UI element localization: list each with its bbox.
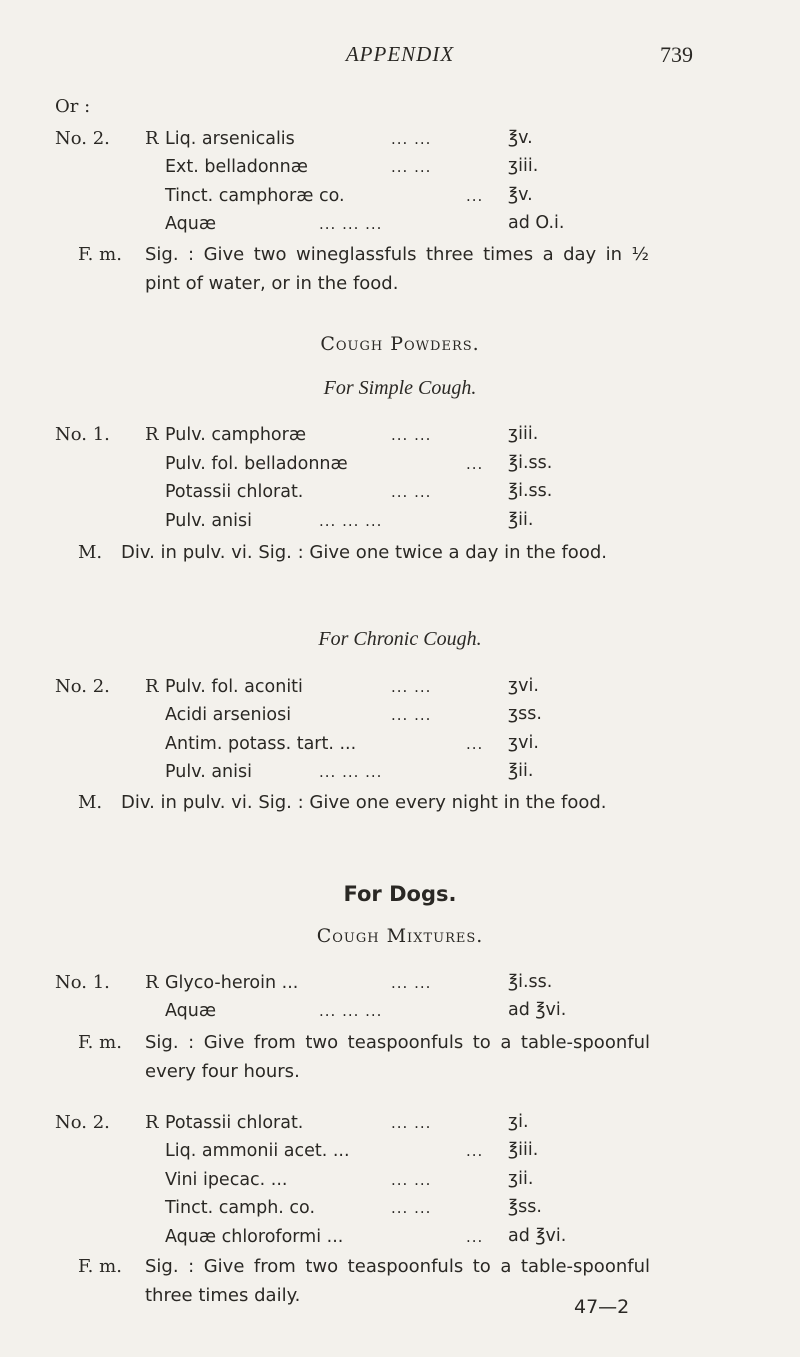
ingredient-name: Vini ipecac. ... <box>165 1170 288 1190</box>
leader-dots: ... <box>466 735 484 753</box>
ingredient-qty: ℥ii. <box>508 510 534 530</box>
signature-mark: 47—2 <box>574 1296 630 1318</box>
ingredient-qty: ad ℥vi. <box>508 1226 567 1246</box>
ingredient-name: Pulv. anisi <box>165 511 252 531</box>
leader-dots: ... <box>466 187 484 205</box>
heading-cough-mixtures: Cough Mixtures. <box>316 925 484 947</box>
recipe-label: No. 1. <box>55 424 110 445</box>
directions-text: Div. in pulv. vi. Sig. : Give one every night in the food. <box>121 792 607 813</box>
heading-for-dogs: For Dogs. <box>343 882 457 906</box>
ingredient-qty: ʒvi. <box>508 733 539 753</box>
ingredient-name: Acidi arseniosi <box>165 705 292 725</box>
ingredient-name: Pulv. fol. aconiti <box>165 677 303 697</box>
ingredient-qty: ℥v. <box>508 185 533 205</box>
intro-or: Or : <box>55 96 91 117</box>
directions-text: Sig. : Give from two teaspoonfuls to a table-spoonful three times daily. <box>145 1256 650 1306</box>
directions-text: Sig. : Give from two teaspoonfuls to a table-spoonful every four hours. <box>145 1032 650 1082</box>
ingredient-qty: ℥i.ss. <box>508 481 553 501</box>
recipe-symbol: R <box>145 1112 159 1133</box>
recipe-label: No. 2. <box>55 128 110 149</box>
recipe-label: No. 2. <box>55 1112 110 1133</box>
ingredient-name: Aquæ chloroformi ... <box>165 1227 344 1247</box>
leader-dots: ... ... ... <box>319 1002 383 1020</box>
recipe-label: No. 1. <box>55 972 110 993</box>
ingredient-name: Pulv. camphoræ <box>165 425 306 445</box>
ingredient-name: Potassii chlorat. <box>165 1113 304 1133</box>
directions-label: F. m. <box>78 1032 122 1053</box>
page-header <box>0 42 800 72</box>
page-number: 739 <box>660 42 693 67</box>
leader-dots: ... <box>466 1228 484 1246</box>
directions-text: Div. in pulv. vi. Sig. : Give one twice a day in the food. <box>121 542 607 563</box>
ingredient-qty: ʒss. <box>508 704 542 724</box>
leader-dots: ... ... <box>391 426 432 444</box>
ingredient-qty: ad O.i. <box>508 213 565 233</box>
ingredient-name: Aquæ <box>165 214 217 234</box>
ingredient-qty: ℥ss. <box>508 1197 542 1217</box>
ingredient-name: Potassii chlorat. <box>165 482 304 502</box>
ingredient-name: Liq. arsenicalis <box>165 129 295 149</box>
directions-label: F. m. <box>78 244 122 265</box>
ingredient-qty: ʒvi. <box>508 676 539 696</box>
running-title: APPENDIX <box>345 42 455 66</box>
ingredient-qty: ʒiii. <box>508 156 539 176</box>
ingredient-qty: ℥i.ss. <box>508 972 553 992</box>
leader-dots: ... ... ... <box>319 512 383 530</box>
ingredient-qty: ʒi. <box>508 1112 529 1132</box>
leader-dots: ... ... <box>391 678 432 696</box>
ingredient-name: Tinct. camph. co. <box>165 1198 316 1218</box>
ingredient-qty: ʒiii. <box>508 424 539 444</box>
directions-label: F. m. <box>78 1256 122 1277</box>
recipe-symbol: R <box>145 972 159 993</box>
ingredient-qty: ℥v. <box>508 128 533 148</box>
ingredient-name: Pulv. anisi <box>165 762 252 782</box>
ingredient-name: Antim. potass. tart. ... <box>165 734 357 754</box>
subheading-simple-cough: For Simple Cough. <box>323 377 477 399</box>
ingredient-name: Tinct. camphoræ co. <box>165 186 345 206</box>
ingredient-qty: ℥ii. <box>508 761 534 781</box>
ingredient-name: Glyco-heroin ... <box>165 973 299 993</box>
leader-dots: ... ... <box>391 1171 432 1189</box>
ingredient-name: Liq. ammonii acet. ... <box>165 1141 350 1161</box>
recipe-symbol: R <box>145 676 159 697</box>
ingredient-qty: ℥iii. <box>508 1140 539 1160</box>
leader-dots: ... ... <box>391 158 432 176</box>
directions-label: M. <box>78 792 103 813</box>
subheading-chronic-cough: For Chronic Cough. <box>318 628 482 650</box>
leader-dots: ... ... ... <box>319 215 383 233</box>
heading-cough-powders: Cough Powders. <box>320 333 480 355</box>
leader-dots: ... ... <box>391 974 432 992</box>
leader-dots: ... <box>466 1142 484 1160</box>
ingredient-qty: ℥i.ss. <box>508 453 553 473</box>
leader-dots: ... <box>466 455 484 473</box>
leader-dots: ... ... <box>391 1114 432 1132</box>
directions-text: Sig. : Give two wineglassfuls three times a day in ½ pint of water, or in the food. <box>145 244 649 294</box>
directions-label: M. <box>78 542 103 563</box>
ingredient-qty: ad ℥vi. <box>508 1000 567 1020</box>
leader-dots: ... ... <box>391 130 432 148</box>
recipe-symbol: R <box>145 424 159 445</box>
leader-dots: ... ... <box>391 483 432 501</box>
ingredient-qty: ʒii. <box>508 1169 534 1189</box>
recipe-symbol: R <box>145 128 159 149</box>
ingredient-name: Ext. belladonnæ <box>165 157 308 177</box>
recipe-label: No. 2. <box>55 676 110 697</box>
leader-dots: ... ... ... <box>319 763 383 781</box>
leader-dots: ... ... <box>391 706 432 724</box>
ingredient-name: Pulv. fol. belladonnæ <box>165 454 348 474</box>
leader-dots: ... ... <box>391 1199 432 1217</box>
ingredient-name: Aquæ <box>165 1001 217 1021</box>
